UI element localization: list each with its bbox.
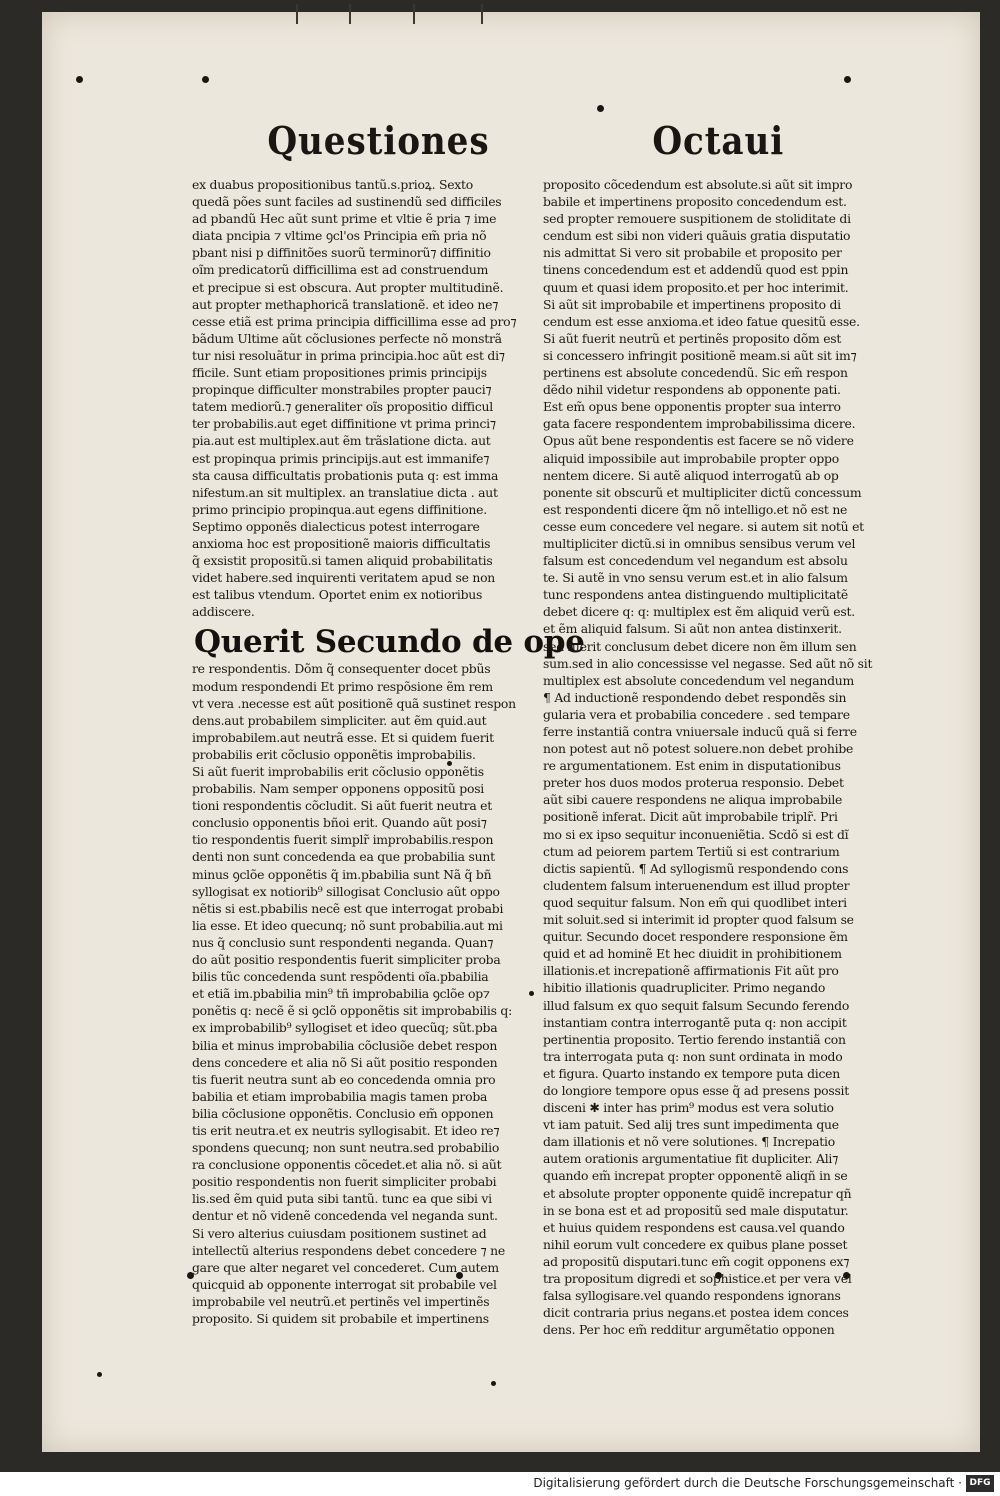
running-header-left: Questiones — [267, 118, 490, 163]
text-line: vt iam patuit. Sed alij tres sunt impedimenta que — [543, 1117, 839, 1133]
text-line: vt vera .necesse est aũt positionẽ quã sustinet respon — [192, 695, 516, 711]
text-line: conclusio opponentis bñoi erit. Quando aũt posi⁊ — [192, 815, 487, 831]
text-line: est respondenti dicere q̃m nõ intelligo.et nõ est ne — [543, 501, 848, 517]
text-line: dicit contraria prius negans.et postea idem conces — [543, 1305, 849, 1321]
prick-mark — [202, 76, 209, 83]
text-line: sed fuerit conclusum debet dicere non ẽm illum sen — [543, 638, 857, 654]
text-line: do aũt positio respondentis fuerit simpliciter proba — [192, 952, 501, 968]
text-line: et absolute propter opponente quidẽ increpatur qñ — [543, 1185, 852, 1201]
text-line: q̃ exsistit propositũ.si tamen aliquid probabilitatis — [192, 553, 493, 569]
text-line: non potest aut nõ potest soluere.non debet prohibe — [543, 741, 854, 757]
text-line: instantiam contra interrogantẽ puta q: non accipit — [543, 1014, 847, 1030]
text-line: cendum est sibi non videri quãuis gratia disputatio — [543, 228, 851, 244]
text-line: autem orationis argumentatiue fit dupliciter. Ali⁊ — [543, 1151, 839, 1167]
text-line: fficile. Sunt etiam propositiones primis principijs — [192, 365, 487, 381]
text-line: pertinens est absolute concedendũ. Sic em̃ respon — [543, 365, 848, 381]
text-line: Opus aũt bene respondentis est facere se nõ videre — [543, 433, 854, 449]
text-line: ex duabus propositionibus tantũ.s.prioꝝ. Sexto — [192, 177, 473, 192]
text-line: ex improbabilib⁹ syllogiset et ideo quecũq; sũt.pba — [192, 1020, 498, 1036]
text-line: ¶ Ad inductionẽ respondendo debet respondẽs sin — [543, 689, 847, 705]
text-line: bilis tũc concedenda sunt respõdenti oĩa.pbabilia — [192, 969, 489, 985]
text-line: cendum est esse anxioma.et ideo fatue quesitũ esse. — [543, 313, 860, 329]
text-line: est propinqua primis principijs.aut est immanife⁊ — [192, 450, 490, 466]
prick-mark — [97, 1372, 102, 1377]
text-line: multipliciter dictũ.si in omnibus sensibus verum vel — [543, 535, 856, 551]
text-line: dens.aut probabilem simpliciter. aut ẽm quid.aut — [192, 712, 487, 728]
text-line: lis.sed ẽm quid puta sibi tantũ. tunc ea que sibi vi — [192, 1191, 492, 1207]
text-line: te. Si autẽ in vno sensu verum est.et in alio falsum — [543, 570, 848, 586]
text-line: tio respondentis fuerit simplr̃ improbabilis.respon — [192, 832, 494, 848]
right-column-text — [543, 176, 881, 1338]
text-line: illud falsum ex quo sequit falsum Secundo ferendo — [543, 997, 850, 1013]
text-line: re respondentis. Dõm q̃ consequenter docet pbũs — [192, 661, 491, 677]
text-line: aũt sibi cauere respondens ne aliqua improbabile — [543, 792, 843, 808]
text-line: denti non sunt concedenda ea que probabilia sunt — [192, 849, 495, 865]
text-line: tra interrogata puta q: non sunt ordinata in modo — [543, 1048, 843, 1064]
text-line: tis fuerit neutra sunt ab eo concedenda omnia pro — [192, 1071, 496, 1087]
text-line: tur nisi resoluãtur in prima principia.hoc aũt est di⁊ — [192, 347, 505, 363]
text-line: babile et impertinens proposito concedendum est. — [543, 194, 847, 210]
binding-mark — [296, 4, 298, 24]
left-column-text-continued — [192, 660, 524, 1327]
text-line: et huius quidem respondens est causa.vel quando — [543, 1219, 845, 1235]
text-line: dam illationis et nõ vere solutiones. ¶ Increpatio — [543, 1134, 835, 1150]
text-line: tatem mediorũ.⁊ generaliter oĩs propositio difficul — [192, 399, 493, 415]
text-line: nifestum.an sit multiplex. an translatiue dicta . aut — [192, 484, 498, 500]
text-line: pia.aut est multiplex.aut ẽm trãslatione dicta. aut — [192, 433, 491, 449]
text-line: preter hos duos modos proterua responsio. Debet — [543, 775, 844, 791]
text-line: quum et quasi idem proposito.et per hoc interimit. — [543, 279, 849, 295]
text-line: modum respondendi Et primo respõsione ẽm rem — [192, 678, 493, 694]
text-line: re argumentationem. Est enim in disputationibus — [543, 758, 841, 774]
text-line: tis erit neutra.et ex neutris syllogisabit. Et ideo re⁊ — [192, 1122, 500, 1138]
left-column — [192, 176, 585, 1327]
text-line: hibitio illationis quadrupliciter. Primo negando — [543, 980, 826, 996]
text-line: et etiã im.pbabilia min⁹ tñ improbabilia ꝯclõe op⁊ — [192, 986, 490, 1002]
prick-mark — [844, 76, 851, 83]
text-line: proposito cõcedendum est absolute.si aũt sit impro — [543, 177, 853, 192]
text-line: Si vero alterius cuiusdam positionem sustinet ad — [192, 1225, 487, 1241]
prick-mark — [491, 1381, 496, 1386]
text-line: quod sequitur falsum. Non em̃ qui quodlibet interi — [543, 894, 847, 910]
text-line: pbant nisi p diffinitões suorũ terminorũ⁊ diffinitio — [192, 245, 491, 261]
text-line: sta causa difficultatis probationis puta q: est imma — [192, 467, 499, 483]
text-line: tinens concedendum est et addendũ quod est ppin — [543, 262, 849, 278]
binding-mark — [413, 4, 415, 24]
text-line: addiscere. — [192, 604, 255, 620]
text-line: gularia vera et probabilia concedere . sed tempare — [543, 706, 850, 722]
text-line: est talibus vtendum. Oportet enim ex notioribus — [192, 587, 483, 603]
text-line: anxioma hoc est propositionẽ maioris difficultatis — [192, 535, 491, 551]
text-line: do longiore tempore opus esse q̃ ad presens possit — [543, 1082, 850, 1098]
text-line: cludentem falsum interuenendum est illud propter — [543, 877, 850, 893]
binding-mark — [481, 4, 483, 24]
text-line: Si aũt fuerit neutrũ et pertinẽs proposito dõm est — [543, 330, 842, 346]
text-line: ctum ad peiorem partem Tertiũ si est contrarium — [543, 843, 840, 859]
text-line: proposito. Si quidem sit probabile et impertinens — [192, 1311, 489, 1326]
text-line: primo principio propinqua.aut egens diffinitione. — [192, 501, 487, 517]
text-line: tioni respondentis cõcludit. Si aũt fuerit neutra et — [192, 798, 492, 814]
prick-mark — [529, 991, 534, 996]
text-line: probabilis erit cõclusio opponẽtis improbabilis. — [192, 746, 476, 762]
text-line: positionẽ inferat. Dicit aũt improbabile triplr̃. Pri — [543, 809, 838, 825]
text-line: pertinentia proposito. Tertio ferendo instantiã con — [543, 1031, 846, 1047]
text-line: quid et ad hominẽ Et hec diuidit in prohibitionem — [543, 946, 842, 962]
text-line: improbabilem.aut neutrã esse. Et si quidem fuerit — [192, 729, 494, 745]
text-line: nus q̃ conclusio sunt respondenti neganda. Quan⁊ — [192, 934, 494, 950]
text-line: quitur. Secundo docet respondere responsione ẽm — [543, 929, 848, 945]
question-title: Querit Secundo de ope — [194, 624, 585, 661]
prick-mark — [76, 76, 83, 83]
text-line: ad pbandũ Hec aũt sunt prime et vltie ẽ pria ⁊ ime — [192, 211, 497, 227]
text-line: aliquid impossibile aut improbabile propter oppo — [543, 450, 839, 466]
text-line: tra propositum digredi et sophistice.et per vera vel — [543, 1271, 852, 1286]
text-line: nihil eorum vult concedere ex quibus plane posset — [543, 1236, 848, 1252]
text-line: diata pncipia ⁊ vltime ꝯcl'os Principia em̃ pria nõ — [192, 228, 487, 244]
text-line: aut propter methaphoricã translationẽ. et ideo ne⁊ — [192, 296, 499, 312]
text-line: debet dicere q: q: multiplex est ẽm aliquid verũ est. — [543, 604, 855, 620]
text-line: nẽtis si est.pbabilis necẽ est que interrogat probabi — [192, 900, 504, 916]
text-line: falsum est concedendum vel negandum est absolu — [543, 553, 848, 569]
text-line: sum.sed in alio concessisse vel negasse. Sed aũt nõ sit — [543, 655, 873, 671]
text-line: nentem dicere. Si autẽ aliquod interrogatũ ab op — [543, 467, 839, 483]
text-line: dẽdo nihil videtur respondens ab opponente pati. — [543, 382, 841, 398]
footer-bar — [0, 1472, 1000, 1496]
left-column-text — [192, 176, 524, 620]
text-line: bilia cõclusione opponẽtis. Conclusio em̃ opponen — [192, 1105, 494, 1121]
text-line: probabilis. Nam semper opponens oppositũ posi — [192, 781, 485, 797]
text-line: gare que alter negaret vel concederet. Cum autem — [192, 1259, 499, 1275]
text-line: falsa syllogisare.vel quando respondens ignorans — [543, 1288, 841, 1304]
binding-mark — [349, 4, 351, 24]
text-line: Septimo opponẽs dialecticus potest interrogare — [192, 518, 480, 534]
text-line: sed propter remouere suspitionem de stoliditate di — [543, 211, 851, 227]
text-line: mo si ex ipso sequitur inconueniẽtia. Scdõ si est dĩ — [543, 826, 849, 842]
text-line: cesse etiã est prima principia difficillima esse ad pro⁊ — [192, 313, 517, 329]
text-line: gata facere respondentem improbabilissima dicere. — [543, 416, 856, 432]
text-line: ponẽtis q: necẽ ẽ si ꝯclõ opponẽtis sit improbabilis q: — [192, 1003, 513, 1019]
text-line: minus ꝯclõe opponẽtis q̃ im.pbabilia sunt Nã q̃ bñ — [192, 866, 492, 882]
text-line: dens concedere et alia nõ Si aũt positio responden — [192, 1054, 498, 1070]
text-line: et precipue si est obscura. Aut propter multitudinẽ. — [192, 279, 504, 295]
text-line: si concessero infringit positionẽ meam.si aũt sit im⁊ — [543, 347, 857, 363]
text-line: lia esse. Et ideo quecunq; nõ sunt probabilia.aut mi — [192, 917, 503, 933]
dfg-logo: DFG — [966, 1475, 994, 1492]
text-line: dentur et nõ videnẽ concedenda vel neganda sunt. — [192, 1208, 498, 1224]
text-line: dictis sapientũ. ¶ Ad syllogismũ respondendo cons — [543, 860, 849, 876]
text-line: propinque difficulter monstrabiles propter pauci⁊ — [192, 382, 492, 398]
text-line: babilia et etiam improbabilia magis tamen proba — [192, 1088, 488, 1104]
text-line: mit soluit.sed si interimit id propter quod falsum se — [543, 912, 854, 928]
text-line: ra conclusione opponentis cõcedet.et alia nõ. si aũt — [192, 1157, 502, 1173]
text-line: ad propositũ disputari.tunc em̃ cogit opponens ex⁊ — [543, 1253, 850, 1269]
text-line: spondens quecunq; non sunt neutra.sed probabilio — [192, 1140, 500, 1156]
text-line: dens. Per hoc em̃ redditur argumẽtatio opponen — [543, 1322, 835, 1338]
text-line: quando em̃ increpat propter opponentẽ aliqñ in se — [543, 1168, 848, 1184]
text-line: cesse eum concedere vel negare. si autem sit notũ et — [543, 518, 864, 534]
text-line: tunc respondens antea distinguendo multiplicitatẽ — [543, 587, 848, 603]
text-line: positio respondentis non fuerit simpliciter probabi — [192, 1174, 497, 1190]
text-line: improbabile vel neutrũ.et pertinẽs vel impertinẽs — [192, 1293, 490, 1309]
text-line: intellectũ alterius respondens debet concedere ⁊ ne — [192, 1242, 505, 1258]
text-line: et figura. Quarto instando ex tempore puta dicen — [543, 1065, 840, 1081]
text-line: nis admittat Si vero sit probabile et proposito per — [543, 245, 842, 261]
prick-mark — [597, 105, 604, 112]
text-line: illationis.et increpationẽ affirmationis Fit aũt pro — [543, 963, 839, 979]
text-line: in se bona est et ad propositũ sed male disputatur. — [543, 1202, 849, 1218]
text-line: Si aũt fuerit improbabilis erit cõclusio opponẽtis — [192, 764, 484, 779]
text-line: ponente sit obscurũ et multipliciter dictũ concessum — [543, 484, 862, 500]
text-line: multiplex est absolute concedendum vel negandum — [543, 672, 854, 688]
text-line: Si aũt sit improbabile et impertinens proposito di — [543, 296, 841, 312]
text-line: ferre instantiã contra vniuersale inducũ quã si ferre — [543, 724, 857, 739]
right-column — [543, 176, 881, 1338]
text-line: quicquid ab opponente interrogat sit probabile vel — [192, 1276, 497, 1292]
text-line: oĩm predicatorũ difficillima est ad construendum — [192, 262, 489, 278]
text-line: disceni ✱ inter has prim⁹ modus est vera solutio — [543, 1100, 834, 1116]
text-line: Est em̃ opus bene opponentis propter sua interro — [543, 399, 841, 415]
text-line: quedã pões sunt faciles ad sustinendũ sed difficiles — [192, 194, 502, 210]
funding-note: Digitalisierung gefördert durch die Deutsche Forschungsgemeinschaft · — [533, 1476, 962, 1490]
text-line: videt habere.sed inquirenti veritatem apud se non — [192, 570, 496, 586]
text-line: bilia et minus improbabilia cõclusiõe debet respon — [192, 1037, 498, 1053]
text-line: et ẽm aliquid falsum. Si aũt non antea distinxerit. — [543, 621, 842, 637]
text-line: syllogisat ex notiorib⁹ sillogisat Conclusio aũt oppo — [192, 883, 500, 899]
running-header-right: Octaui — [652, 118, 785, 163]
text-line: bãdum Ultime aũt cõclusiones perfecte nõ monstrã — [192, 330, 502, 346]
text-line: ter probabilis.aut eget diffinitione vt prima princi⁊ — [192, 416, 496, 432]
